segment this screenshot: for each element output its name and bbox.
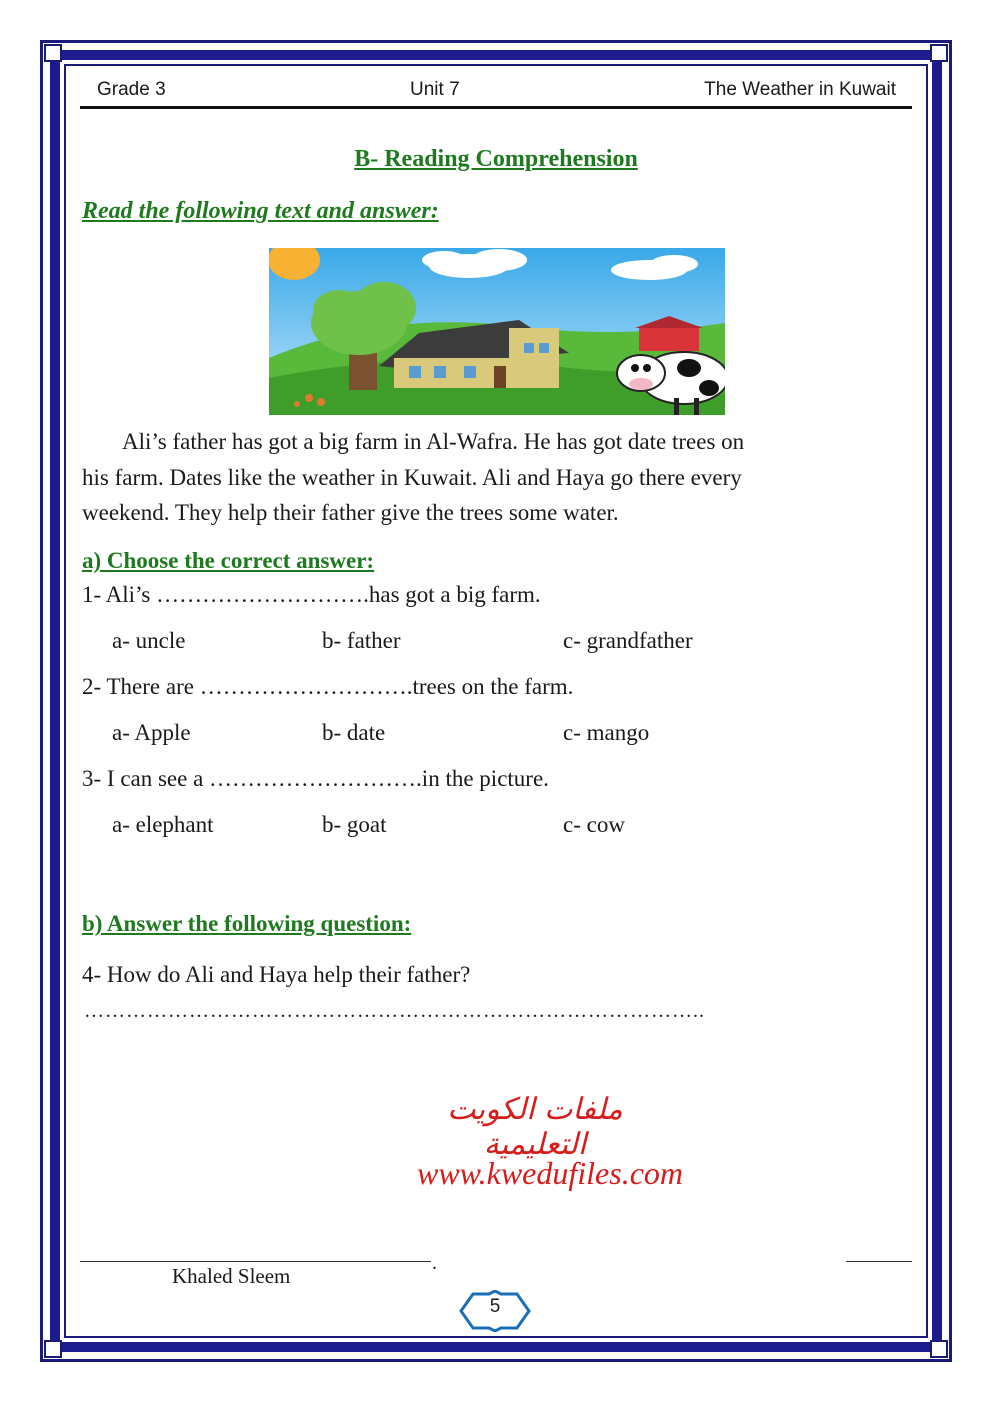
farm-illustration: [269, 248, 725, 415]
corner-ornament: [930, 44, 948, 62]
q3-option-a[interactable]: a- elephant: [112, 812, 214, 837]
part-a-title: a) Choose the correct answer:: [82, 548, 375, 573]
passage-line: weekend. They help their father give the trees some water.: [82, 500, 619, 525]
instruction: Read the following text and answer:: [82, 198, 439, 224]
corner-ornament: [930, 1340, 948, 1358]
header-unit: Unit 7: [410, 79, 460, 100]
reading-passage: [82, 424, 862, 531]
page-number-badge: [459, 1290, 531, 1332]
q1-option-c[interactable]: c- grandfather: [563, 628, 693, 653]
section-title: B- Reading Comprehension: [354, 146, 638, 172]
author-name: Khaled Sleem: [172, 1264, 291, 1288]
part-b-title: b) Answer the following question:: [82, 911, 412, 936]
house-door: [494, 366, 506, 388]
question-4: 4- How do Ali and Haya help their father?: [82, 962, 471, 987]
house-gable: [509, 328, 559, 388]
barn: [639, 326, 699, 351]
passage-line: Ali’s father has got a big farm in Al-Wafra. He has got date trees on: [122, 429, 745, 454]
footer-rule: [80, 1261, 431, 1262]
footer-rule: [846, 1261, 912, 1262]
footer-dot: .: [432, 1252, 437, 1274]
q3-option-b[interactable]: b- goat: [322, 812, 387, 837]
header-topic: The Weather in Kuwait: [704, 79, 896, 100]
question-1: 1- Ali’s ……………………….has got a big farm.: [82, 582, 541, 607]
passage-line: his farm. Dates like the weather in Kuwait. Ali and Haya go there every: [82, 464, 742, 490]
watermark-arabic: ملفات الكويت التعليمية: [447, 1092, 623, 1162]
answer-line[interactable]: ……………………………………………………………………………..: [84, 1000, 705, 1022]
q3-option-c[interactable]: c- cow: [563, 812, 625, 837]
corner-ornament: [44, 44, 62, 62]
q1-option-a[interactable]: a- uncle: [112, 628, 186, 653]
page-header: [80, 76, 912, 109]
q2-option-b[interactable]: b- date: [322, 720, 386, 745]
q1-option-b[interactable]: b- father: [322, 628, 401, 653]
page-number: 5: [489, 1296, 501, 1317]
watermark-url: www.kwedufiles.com: [416, 1155, 684, 1191]
q2-option-c[interactable]: c- mango: [563, 720, 650, 745]
question-3: 3- I can see a ……………………….in the picture.: [82, 766, 549, 791]
corner-ornament: [44, 1340, 62, 1358]
q2-option-a[interactable]: a- Apple: [112, 720, 191, 745]
header-grade: Grade 3: [97, 79, 166, 100]
question-2: 2- There are ……………………….trees on the farm.: [82, 674, 574, 699]
